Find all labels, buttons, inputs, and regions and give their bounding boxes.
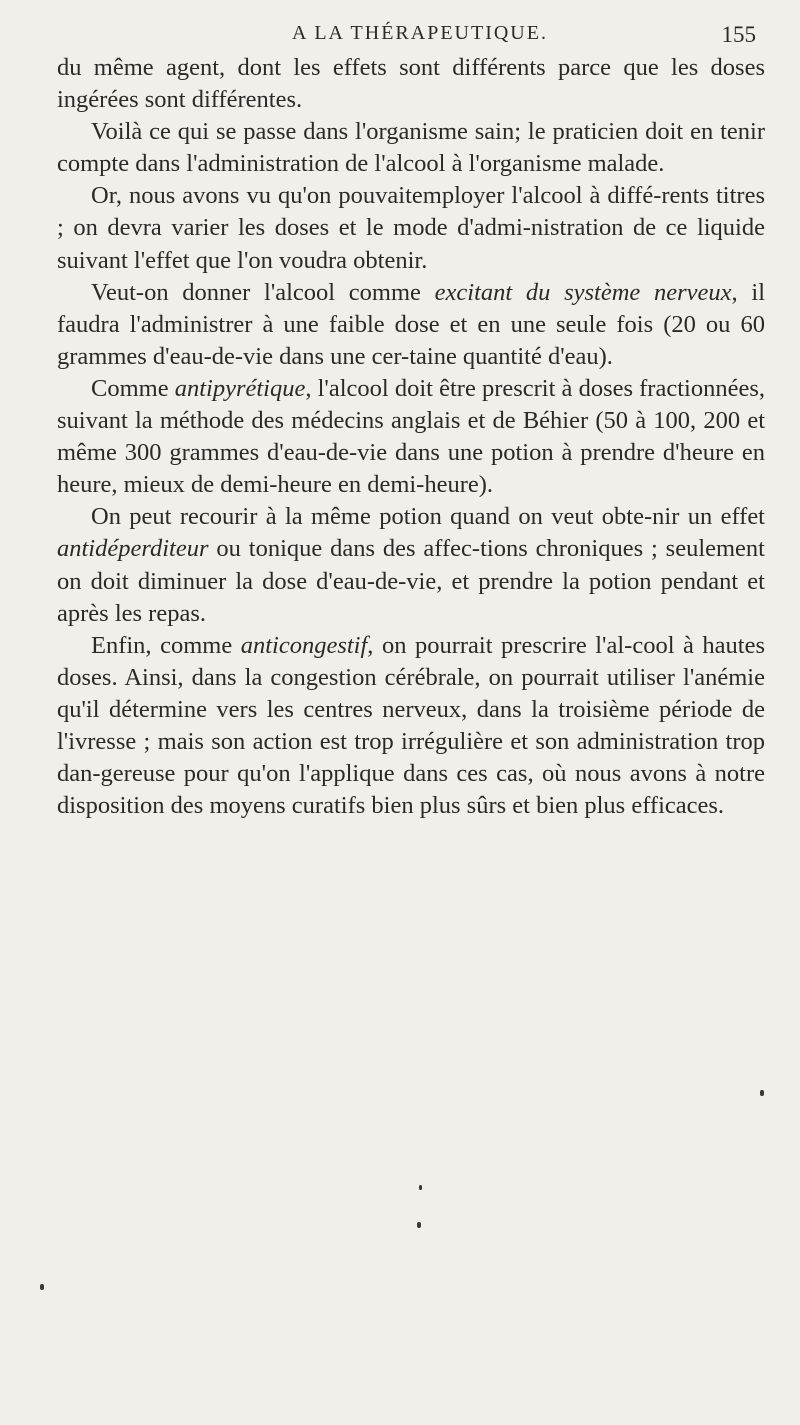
text-segment: , l'alcool doit être prescrit à doses fractionnées, suivant la méthode des médecins anglais et de Béhier (50 à 100, 200 et même 300 grammes d'eau-de-vie dans une potion à prendre d'heure en heure, mieux de demi-heure en demi-heure). (57, 374, 765, 499)
page-number: 155 (721, 22, 756, 47)
text-segment: Enfin, comme (91, 631, 241, 659)
italic-term: excitant du système nerveux (434, 278, 732, 306)
paragraph (57, 52, 765, 116)
text-segment: Comme (91, 374, 175, 402)
paper-speck (40, 1284, 44, 1290)
text-segment: Voilà ce qui se passe dans l'organisme sain; le praticien doit en tenir compte dans l'administration de l'alcool à l'organisme malade. (57, 118, 765, 178)
paragraph (57, 630, 765, 823)
paper-speck (760, 1090, 764, 1096)
paper-speck (419, 1185, 422, 1190)
paper-speck (417, 1222, 421, 1228)
paragraph (57, 116, 765, 180)
italic-term: antidéperditeur (57, 535, 209, 563)
body-text (57, 52, 765, 822)
running-title: A LA THÉRAPEUTIQUE. (292, 22, 548, 44)
paragraph (57, 501, 765, 629)
running-head (0, 22, 800, 52)
text-segment: , il faudra l'administrer à une faible dose et en une seule fois (20 ou 60 grammes d'eau-de-vie dans une cer-taine quantité d'eau). (57, 278, 765, 370)
italic-term: antipyrétique (174, 374, 306, 402)
text-segment: On peut recourir à la même potion quand on veut obte-nir un effet (91, 503, 765, 531)
italic-term: anticongestif (240, 631, 368, 659)
paragraph (57, 277, 765, 373)
text-segment: , on pourrait prescrire l'al-cool à hautes doses. Ainsi, dans la congestion cérébrale, on pourrait utiliser l'anémie qu'il détermine vers les centres nerveux, dans la troisième période de l'ivresse ; mais son action est trop irrégulière et son administration trop dan-gereuse pour qu'on l'applique dans ces cas, où nous avons à notre disposition des moyens curatifs bien plus sûrs et bien plus efficaces. (57, 631, 766, 820)
text-segment: Or, nous avons vu qu'on pouvaitemployer l'alcool à diffé-rents titres ; on devra varier les doses et le mode d'admi-nistration de ce liquide suivant l'effet que l'on voudra obtenir. (57, 182, 765, 274)
paragraph (57, 373, 765, 501)
text-segment: Veut-on donner l'alcool comme (91, 278, 435, 306)
paragraph (57, 180, 765, 276)
text-segment: du même agent, dont les effets sont différents parce que les doses ingérées sont différentes. (57, 54, 765, 114)
text-segment: ou tonique dans des affec-tions chroniques ; seulement on doit diminuer la dose d'eau-de-vie, et prendre la potion pendant et après les repas. (57, 535, 765, 627)
